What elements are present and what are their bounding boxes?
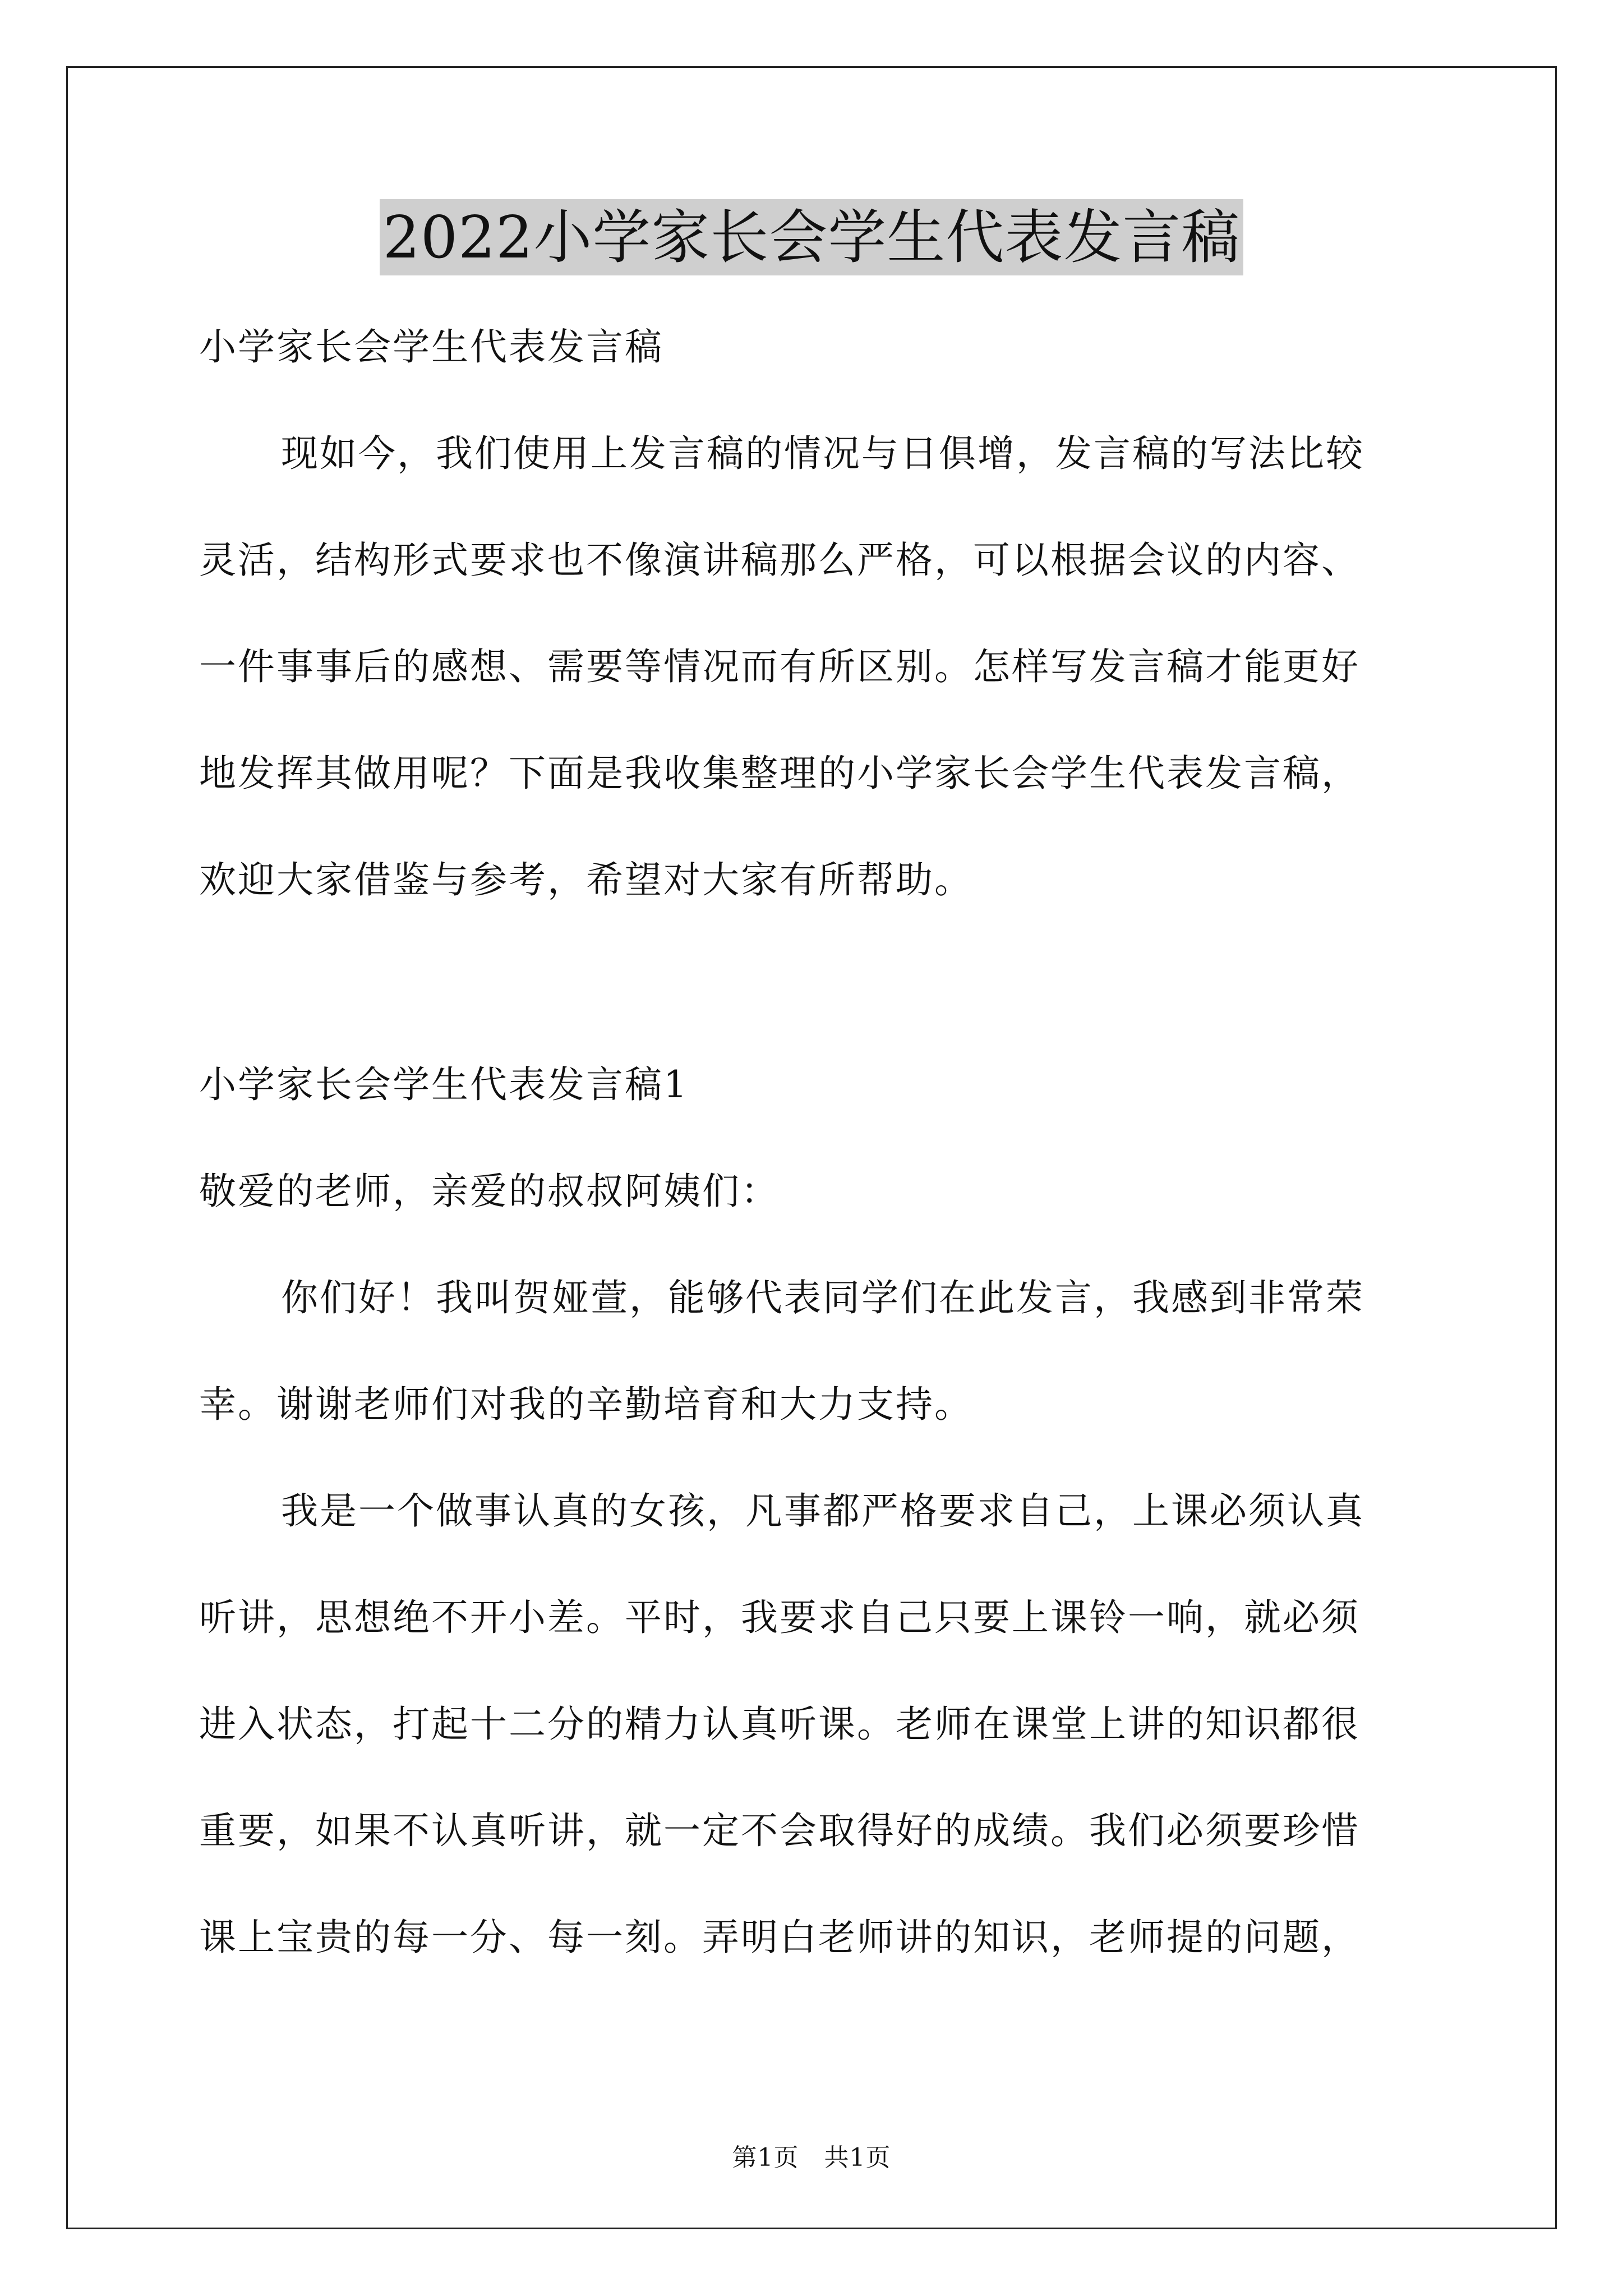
text-line: 欢迎大家借鉴与参考，希望对大家有所帮助。 — [199, 858, 973, 901]
text-line: 地发挥其做用呢？下面是我收集整理的小学家长会学生代表发言稿， — [199, 752, 1360, 795]
text-line: 幸。谢谢老师们对我的辛勤培育和大力支持。 — [199, 1383, 973, 1426]
text-line: 重要，如果不认真听讲，就一定不会取得好的成绩。我们必须要珍惜 — [199, 1809, 1360, 1852]
title-container — [0, 199, 1623, 275]
text-line: 一件事事后的感想、需要等情况而有所区别。怎样写发言稿才能更好 — [199, 645, 1360, 688]
text-line: 听讲，思想绝不开小差。平时，我要求自己只要上课铃一响，就必须 — [199, 1596, 1360, 1639]
text-line: 你们好！我叫贺娅萱，能够代表同学们在此发言，我感到非常荣 — [281, 1276, 1364, 1319]
text-line: 小学家长会学生代表发言稿 — [199, 325, 663, 369]
document-title: 2022小学家长会学生代表发言稿 — [380, 199, 1244, 275]
section-heading: 小学家长会学生代表发言稿1 — [199, 1063, 689, 1106]
salutation: 敬爱的老师，亲爱的叔叔阿姨们： — [199, 1170, 780, 1213]
text-line: 课上宝贵的每一分、每一刻。弄明白老师讲的知识，老师提的问题， — [199, 1916, 1360, 1959]
text-line: 进入状态，打起十二分的精力认真听课。老师在课堂上讲的知识都很 — [199, 1703, 1360, 1746]
text-line: 现如今，我们使用上发言稿的情况与日俱增，发言稿的写法比较 — [281, 432, 1364, 475]
text-line: 灵活，结构形式要求也不像演讲稿那么严格，可以根据会议的内容、 — [199, 539, 1360, 582]
text-line: 我是一个做事认真的女孩，凡事都严格要求自己，上课必须认真 — [281, 1489, 1364, 1533]
page-border — [66, 66, 1557, 2229]
page-footer: 第1页 共1页 — [732, 2143, 891, 2172]
